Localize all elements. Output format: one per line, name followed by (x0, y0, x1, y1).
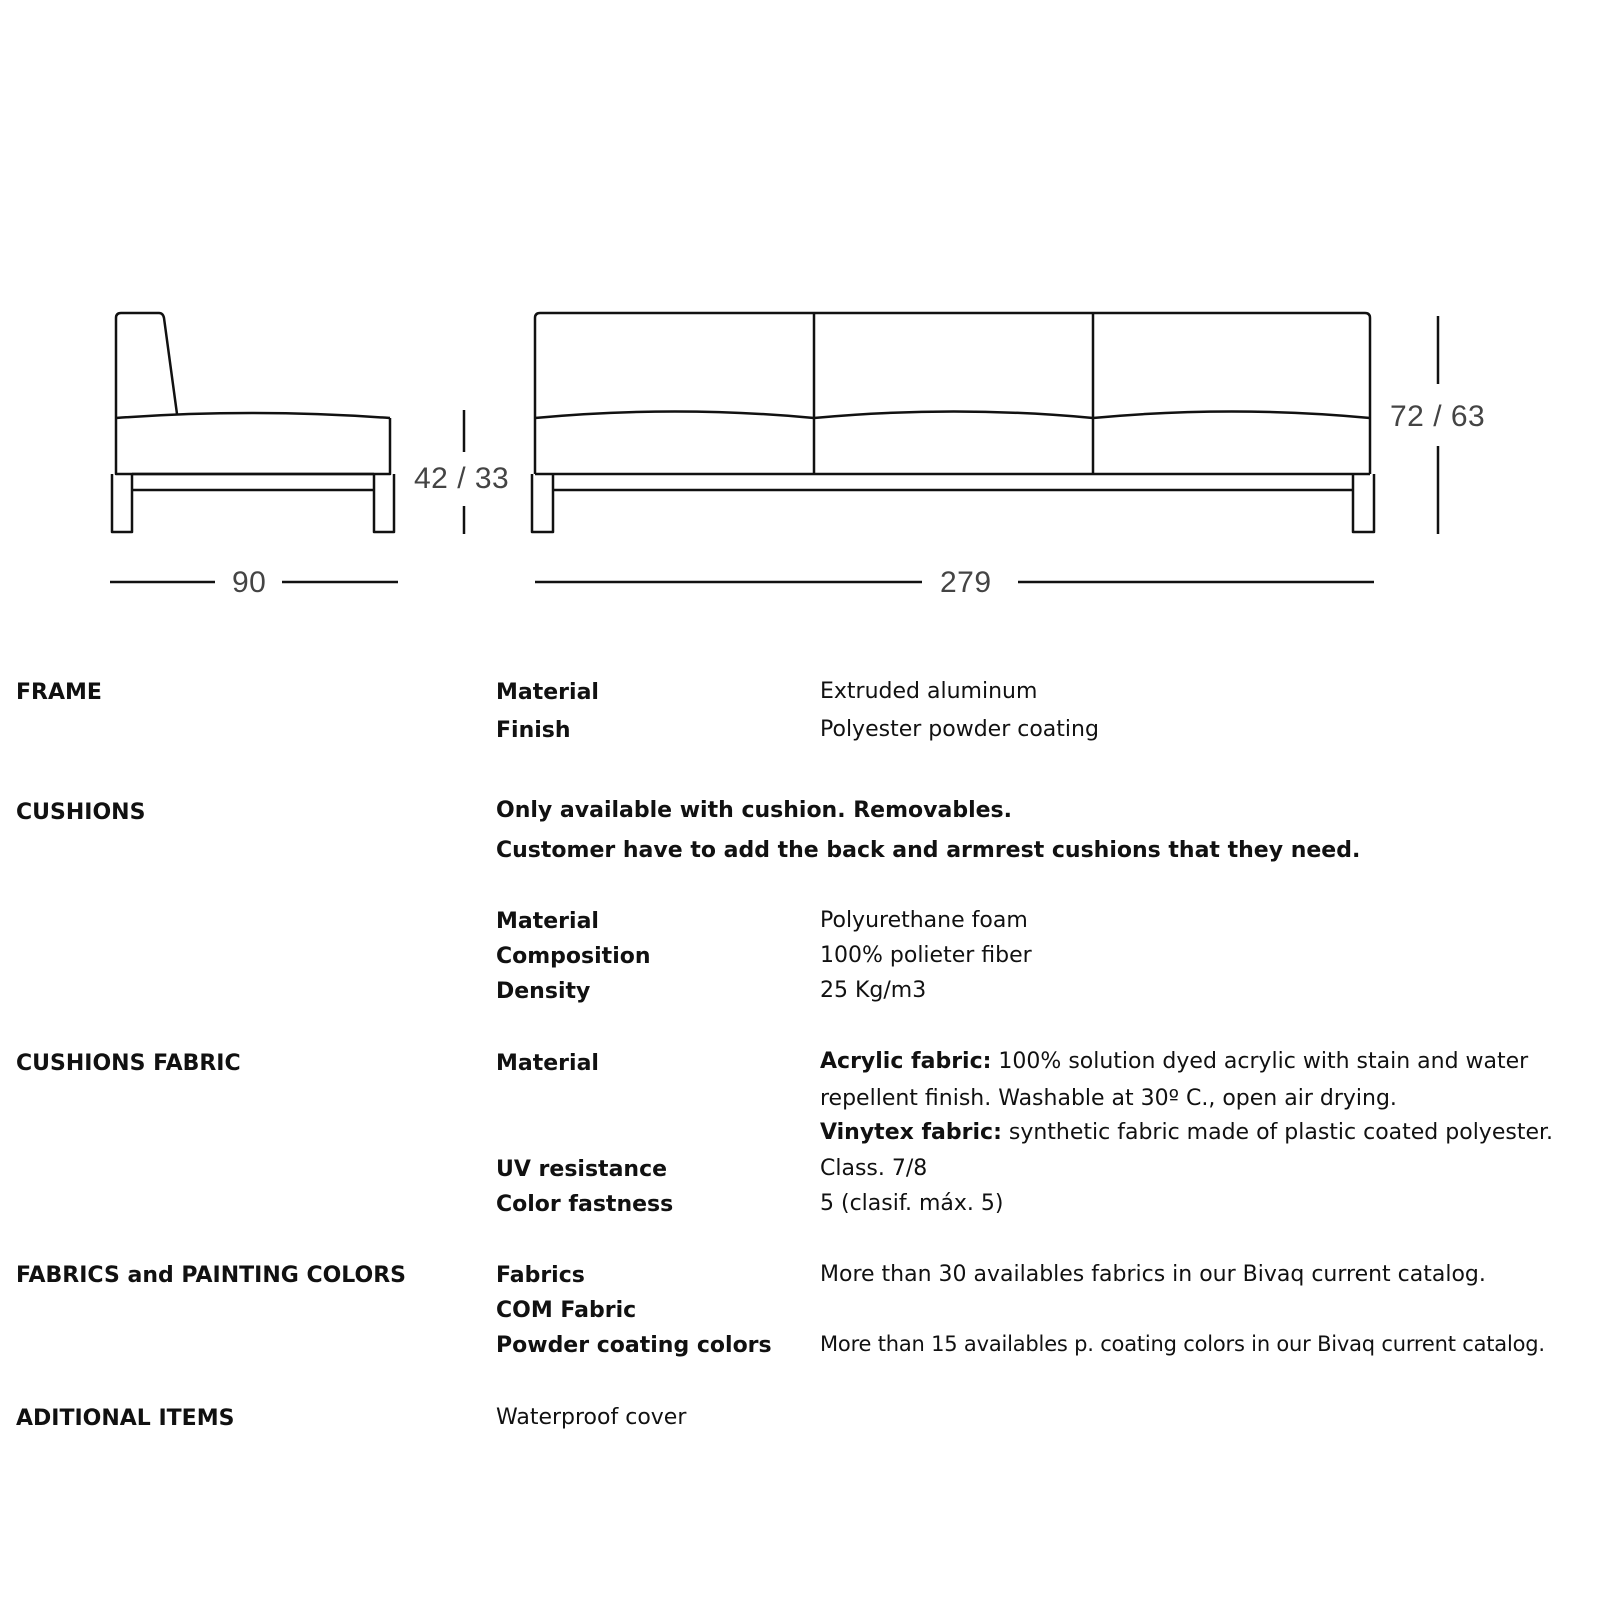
acrylic-fabric-text: 100% solution dyed acrylic with stain and water (991, 1049, 1529, 1074)
uv-resistance-value: Class. 7/8 (820, 1156, 928, 1181)
fabric-material-label: Material (496, 1051, 599, 1076)
acrylic-fabric-label: Acrylic fabric: (820, 1049, 992, 1074)
vinytex-fabric-text: synthetic fabric made of plastic coated polyester. (1001, 1120, 1554, 1145)
com-fabric-label: COM Fabric (496, 1298, 637, 1323)
frame-finish-label: Finish (496, 718, 571, 743)
cushions-note-1: Only available with cushion. Removables. (496, 798, 1012, 823)
fabrics-value: More than 30 availables fabrics in our Bivaq current catalog. (820, 1262, 1486, 1287)
acrylic-fabric-line (820, 1051, 1528, 1073)
cushions-composition-label: Composition (496, 944, 651, 969)
section-additional-items: ADITIONAL ITEMS (16, 1406, 235, 1431)
front-width-dimension: 279 (940, 566, 992, 599)
vinytex-fabric-line (820, 1122, 1553, 1144)
cushions-composition-value: 100% polieter fiber (820, 943, 1032, 968)
frame-material-value: Extruded aluminum (820, 679, 1038, 704)
total-height-dimension: 72 / 63 (1390, 400, 1486, 433)
seat-height-dimension: 42 / 33 (414, 462, 510, 495)
dimension-lines (110, 316, 1438, 582)
cushions-density-label: Density (496, 979, 591, 1004)
cushions-note-2: Customer have to add the back and armrest cushions that they need. (496, 838, 1361, 863)
section-frame: FRAME (16, 680, 102, 705)
fabrics-label: Fabrics (496, 1263, 585, 1288)
additional-items-value: Waterproof cover (496, 1405, 687, 1430)
sofa-technical-drawing (0, 0, 1600, 640)
cushions-material-label: Material (496, 909, 599, 934)
section-cushions: CUSHIONS (16, 800, 146, 825)
side-width-dimension: 90 (232, 566, 267, 599)
cushions-density-value: 25 Kg/m3 (820, 978, 927, 1003)
cushions-material-value: Polyurethane foam (820, 908, 1028, 933)
vinytex-fabric-label: Vinytex fabric: (820, 1120, 1002, 1145)
color-fastness-value: 5 (clasif. máx. 5) (820, 1191, 1004, 1216)
powder-coating-label: Powder coating colors (496, 1333, 772, 1358)
uv-resistance-label: UV resistance (496, 1157, 668, 1182)
section-fabrics-colors: FABRICS and PAINTING COLORS (16, 1263, 407, 1288)
powder-coating-value: More than 15 availables p. coating colors in our Bivaq current catalog. (820, 1332, 1545, 1356)
acrylic-fabric-text-2: repellent finish. Washable at 30º C., open air drying. (820, 1086, 1397, 1111)
front-view-drawing (532, 313, 1374, 532)
section-cushions-fabric: CUSHIONS FABRIC (16, 1051, 241, 1076)
side-view-drawing (112, 313, 394, 532)
frame-material-label: Material (496, 680, 599, 705)
frame-finish-value: Polyester powder coating (820, 717, 1099, 742)
color-fastness-label: Color fastness (496, 1192, 674, 1217)
